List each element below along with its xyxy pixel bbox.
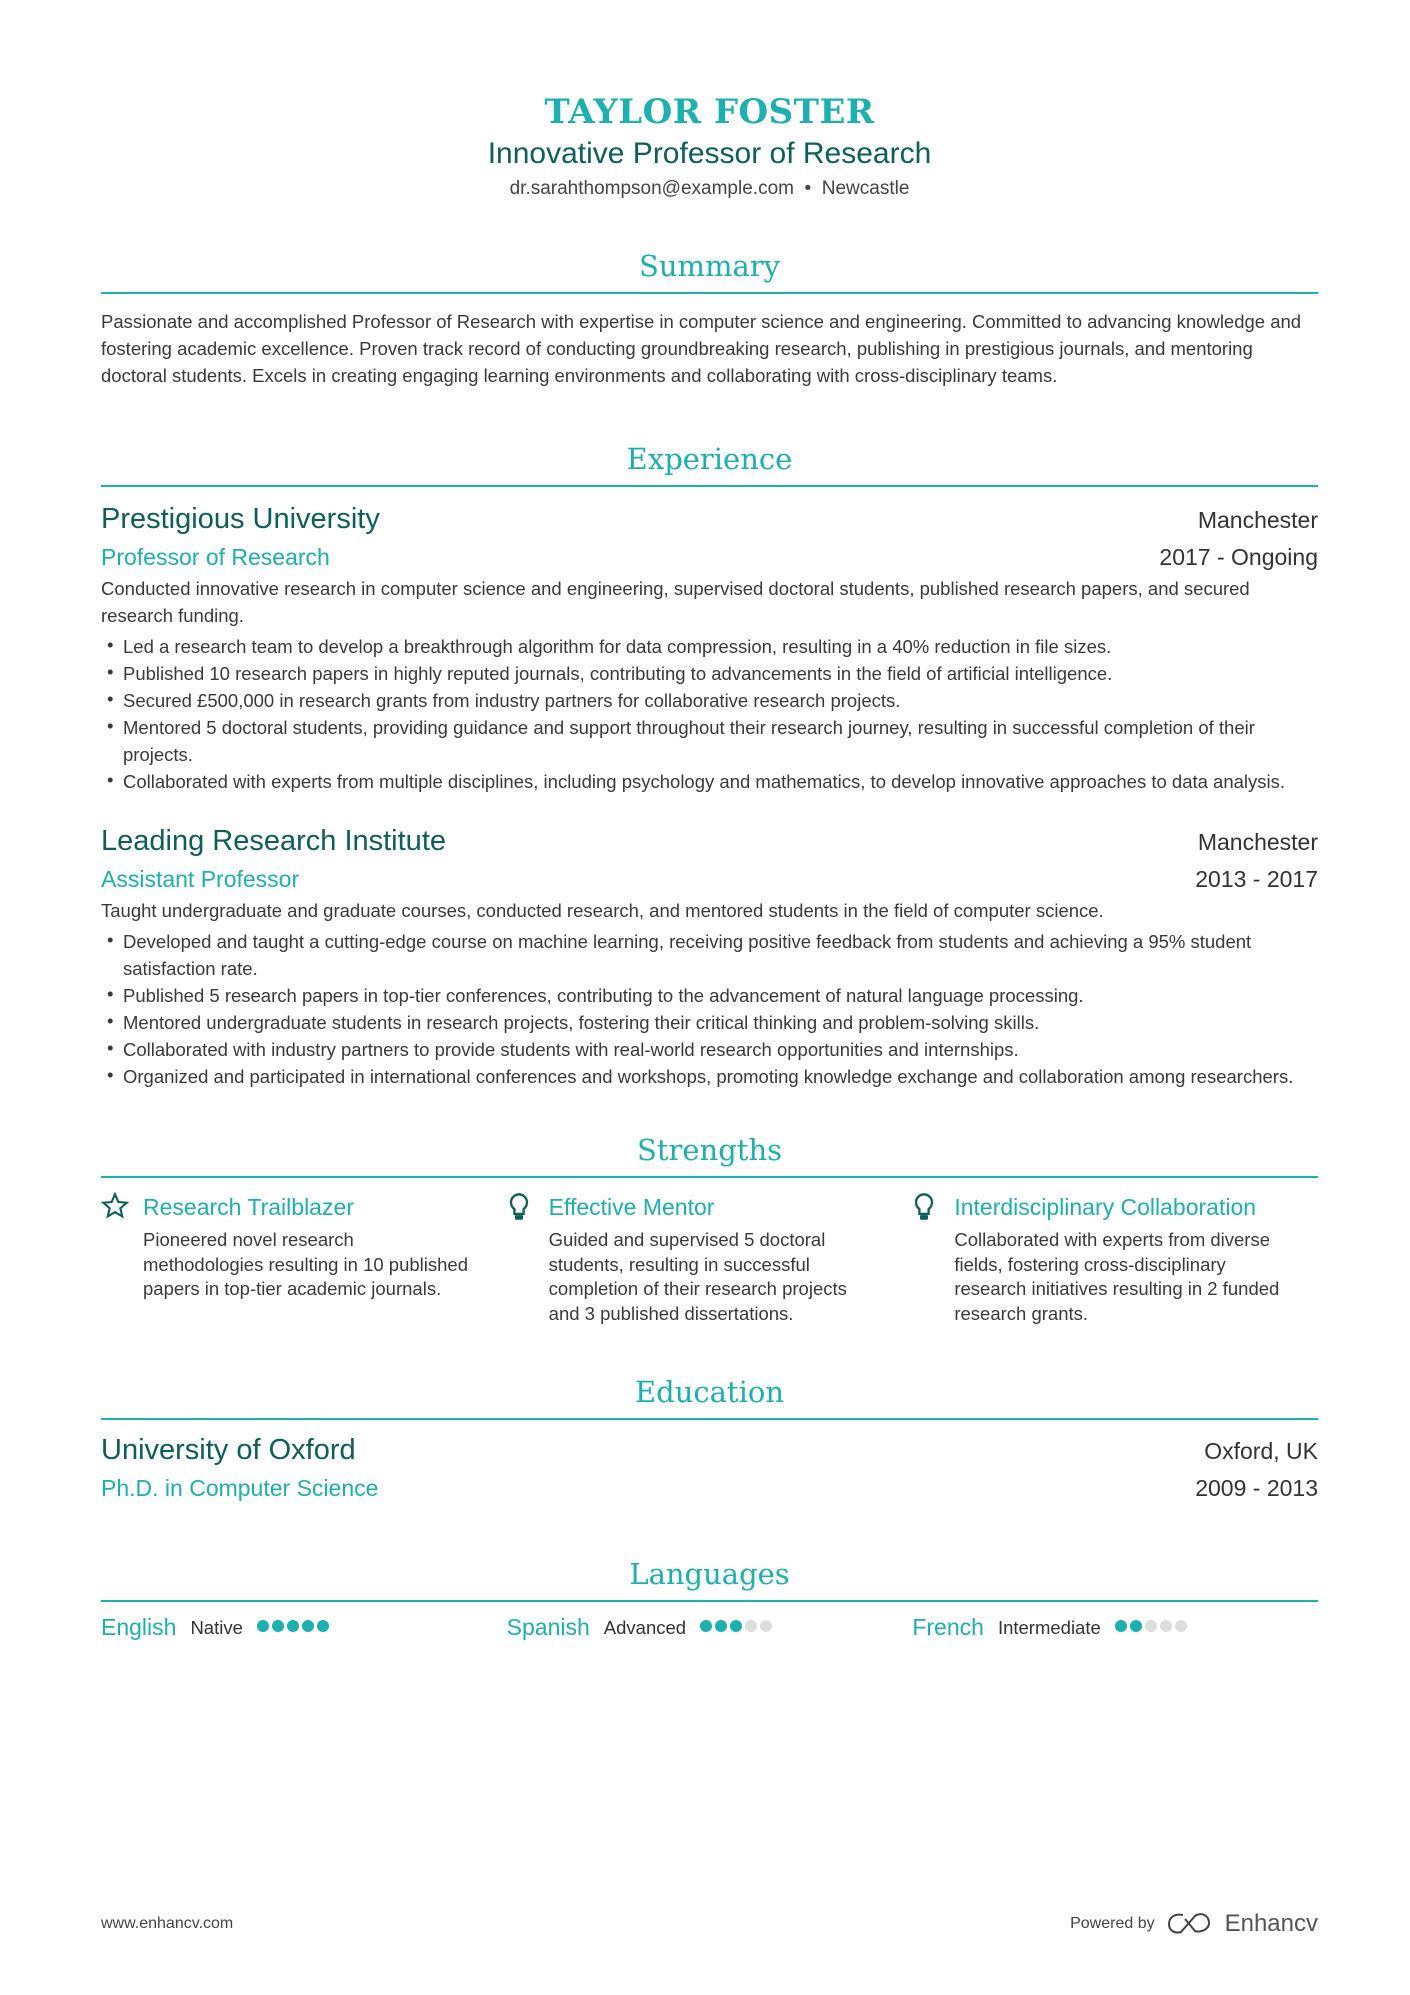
language-item	[912, 1614, 1318, 1641]
rating-dot	[1130, 1620, 1142, 1632]
strength-title: Effective Mentor	[548, 1194, 715, 1220]
education-entry	[101, 1430, 1318, 1506]
strength-title: Research Trailblazer	[143, 1194, 354, 1220]
candidate-title: Innovative Professor of Research	[487, 137, 932, 170]
job-entry	[101, 821, 1318, 1090]
achievement-item: • Developed and taught a cutting-edge course on machine learning, receiving positive feedback from students and achieving a 95% student satisfaction rate.	[101, 928, 1318, 982]
language-name: Spanish	[506, 1614, 590, 1640]
achievement-item: • Organized and participated in international conferences and workshops, promoting knowledge exchange and collaboration among researchers.	[101, 1063, 1318, 1090]
language-item	[101, 1614, 507, 1641]
resume-header	[101, 90, 1318, 204]
rating-dot	[715, 1620, 727, 1632]
education-section	[101, 1372, 1318, 1506]
rating-dot	[1175, 1620, 1187, 1632]
achievement-item: • Mentored 5 doctoral students, providing guidance and support throughout their research journey, resulting in successful completion of their projects.	[101, 714, 1318, 768]
rating-dot	[700, 1620, 712, 1632]
education-dates: 2009 - 2013	[1195, 1475, 1318, 1501]
summary-section	[101, 246, 1318, 389]
candidate-name: TAYLOR FOSTER	[544, 92, 875, 132]
strength-item	[101, 1192, 507, 1326]
strength-item	[507, 1192, 913, 1326]
email[interactable]: dr.sarahthompson@example.com	[509, 178, 794, 199]
lightbulb-icon	[507, 1192, 549, 1326]
language-rating	[257, 1619, 332, 1637]
company-name: Prestigious University	[101, 503, 380, 535]
summary-text: Passionate and accomplished Professor of Research with expertise in computer science and engineering. Committed to advancing knowledge and fostering academic excellence. Proven track record of conducting groundbreaking research, publishing in prestigious journals, and mentoring doctoral students. Excels in creating engaging learning environments and collaborating with cross-disciplinary teams.	[101, 311, 1302, 386]
language-level: Native	[190, 1616, 243, 1638]
rating-dot	[1145, 1620, 1157, 1632]
rating-dot	[257, 1620, 269, 1632]
star-icon	[101, 1192, 143, 1326]
brand-name: Enhancv	[1224, 1910, 1318, 1937]
enhancv-logo	[1070, 1910, 1318, 1938]
achievement-item: • Collaborated with industry partners to provide students with real-world research opportunities and internships.	[101, 1036, 1318, 1063]
achievement-list	[101, 633, 1318, 795]
rating-dot	[760, 1620, 772, 1632]
strengths-section	[101, 1130, 1318, 1326]
achievement-item: • Secured £500,000 in research grants from industry partners for collaborative research projects.	[101, 687, 1318, 714]
contact-line	[101, 174, 1318, 204]
rating-dot	[272, 1620, 284, 1632]
job-location: Manchester	[1197, 829, 1318, 855]
job-description: Taught undergraduate and graduate courses, conducted research, and mentored students in the field of computer science.	[101, 900, 1104, 921]
job-dates: 2013 - 2017	[1195, 866, 1318, 892]
company-name: Leading Research Institute	[101, 825, 446, 857]
section-heading: Education	[101, 1372, 1318, 1420]
language-rating	[700, 1619, 775, 1637]
strength-text: Guided and supervised 5 doctoral students, resulting in successful completion of their research projects and 3 published dissertations.	[548, 1229, 847, 1324]
school-location: Oxford, UK	[1204, 1438, 1318, 1464]
school-name: University of Oxford	[101, 1434, 356, 1466]
section-heading: Languages	[101, 1554, 1318, 1602]
footer	[101, 1910, 1318, 1938]
lightbulb-icon	[912, 1192, 954, 1326]
job-role: Assistant Professor	[101, 866, 300, 892]
strength-text: Collaborated with experts from diverse fields, fostering cross-disciplinary research initiatives resulting in 2 funded research grants.	[954, 1229, 1280, 1324]
achievement-item: • Mentored undergraduate students in research projects, fostering their critical thinking and problem-solving skills.	[101, 1009, 1318, 1036]
location: Newcastle	[821, 178, 910, 199]
enhancv-logo-icon	[1165, 1911, 1215, 1937]
website-link[interactable]: www.enhancv.com	[101, 1915, 234, 1932]
powered-by-label: Powered by	[1070, 1915, 1155, 1932]
job-dates: 2017 - Ongoing	[1159, 544, 1318, 570]
strength-title: Interdisciplinary Collaboration	[954, 1194, 1257, 1220]
job-location: Manchester	[1197, 507, 1318, 533]
resume-page	[101, 0, 1318, 1641]
separator: •	[804, 178, 812, 199]
rating-dot	[317, 1620, 329, 1632]
job-description: Conducted innovative research in computer science and engineering, supervised doctoral students, published research papers, and secured research funding.	[101, 578, 1250, 626]
achievement-list	[101, 928, 1318, 1090]
experience-section	[101, 439, 1318, 1090]
job-role: Professor of Research	[101, 544, 330, 570]
language-rating	[1115, 1619, 1190, 1637]
achievement-item: • Published 10 research papers in highly reputed journals, contributing to advancements in the field of artificial intelligence.	[101, 660, 1318, 687]
languages-section	[101, 1554, 1318, 1641]
achievement-item: • Collaborated with experts from multiple disciplines, including psychology and mathematics, to develop innovative approaches to data analysis.	[101, 768, 1318, 795]
job-entry	[101, 499, 1318, 795]
rating-dot	[302, 1620, 314, 1632]
degree: Ph.D. in Computer Science	[101, 1475, 379, 1501]
achievement-item: • Published 5 research papers in top-tier conferences, contributing to the advancement of natural language processing.	[101, 982, 1318, 1009]
language-level: Advanced	[603, 1616, 687, 1638]
section-heading: Summary	[101, 246, 1318, 294]
rating-dot	[1115, 1620, 1127, 1632]
language-level: Intermediate	[997, 1616, 1101, 1638]
rating-dot	[1160, 1620, 1172, 1632]
language-name: English	[101, 1614, 177, 1640]
language-name: French	[912, 1614, 984, 1640]
section-heading: Strengths	[101, 1130, 1318, 1178]
strength-item	[912, 1192, 1318, 1326]
language-item	[507, 1614, 913, 1641]
strength-text: Pioneered novel research methodologies resulting in 10 published papers in top-tier academic journals.	[143, 1229, 468, 1299]
rating-dot	[745, 1620, 757, 1632]
section-heading: Experience	[101, 439, 1318, 487]
rating-dot	[287, 1620, 299, 1632]
rating-dot	[730, 1620, 742, 1632]
achievement-item: • Led a research team to develop a breakthrough algorithm for data compression, resulting in a 40% reduction in file sizes.	[101, 633, 1318, 660]
